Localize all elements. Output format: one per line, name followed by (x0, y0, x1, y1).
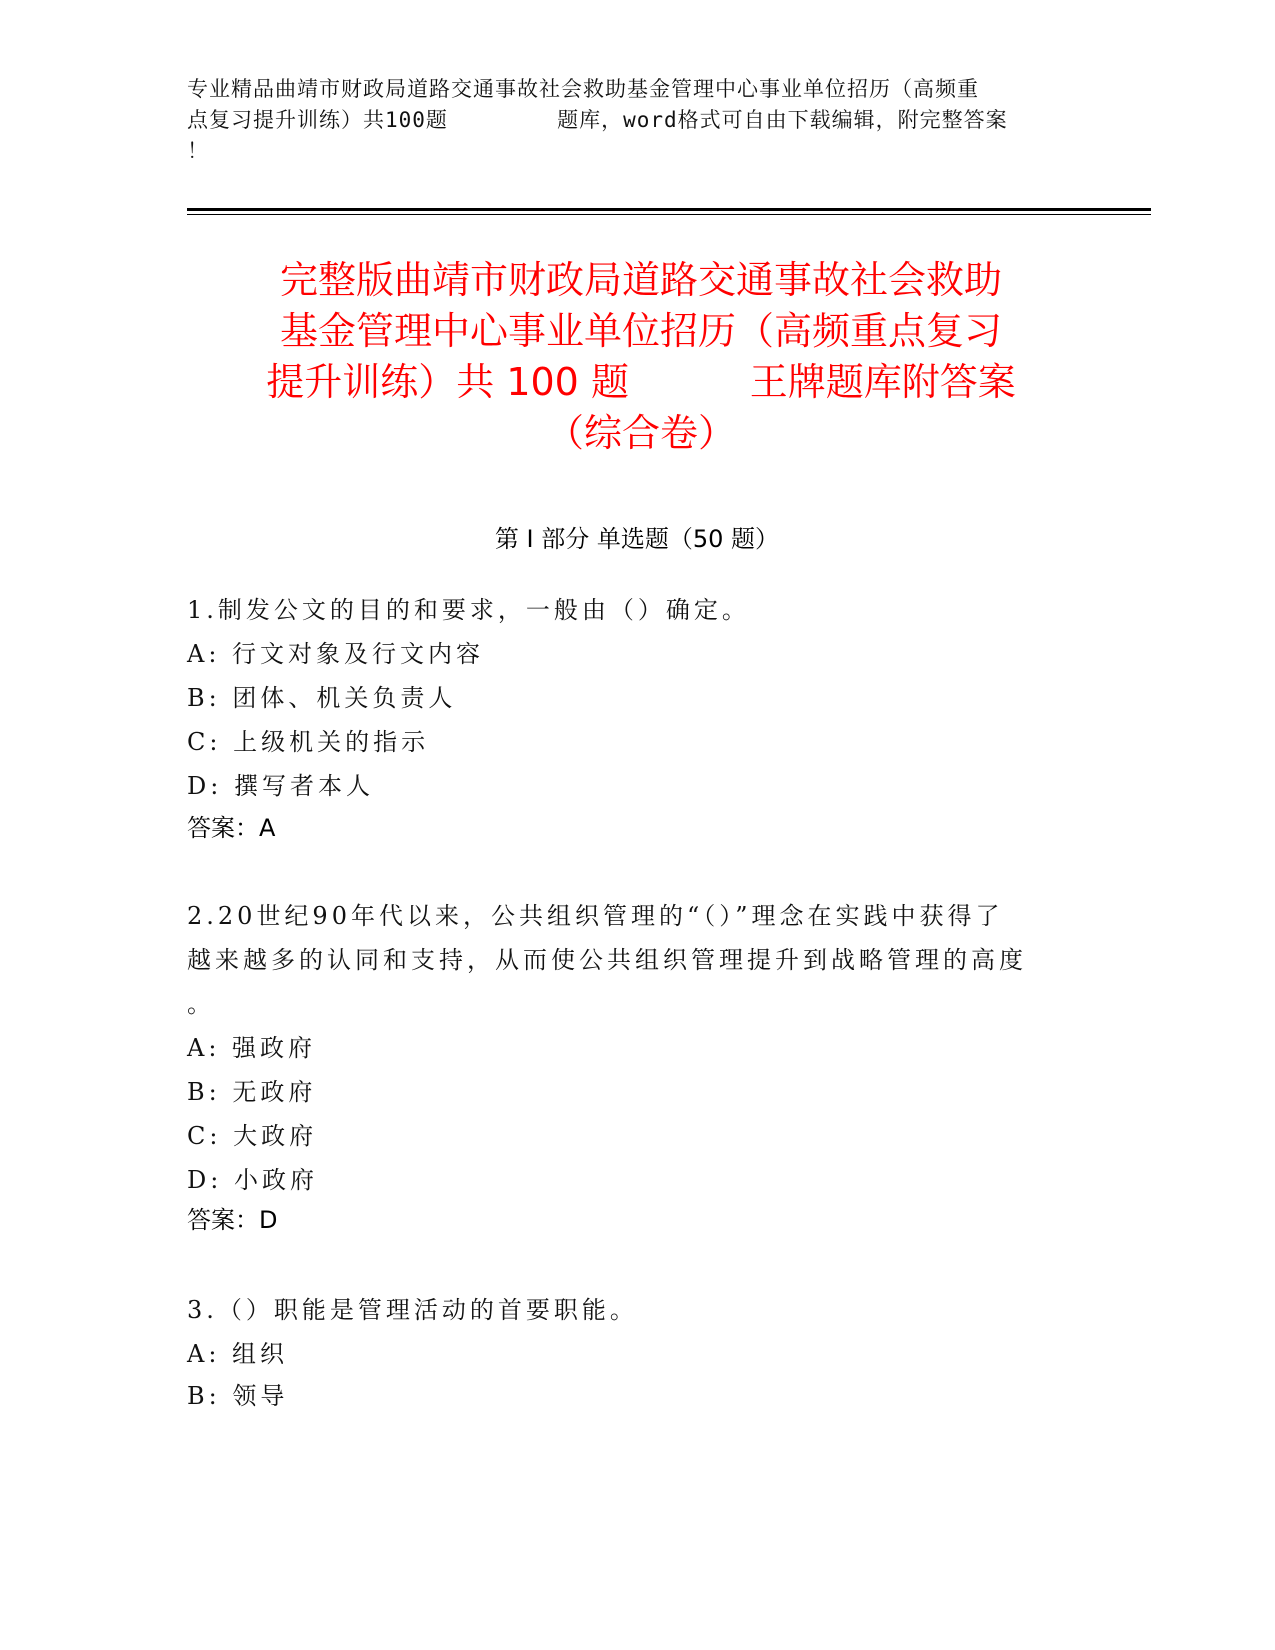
header-divider-thick (187, 208, 1151, 211)
header-note-line: 专业精品曲靖市财政局道路交通事故社会救助基金管理中心事业单位招历（高频重 (187, 77, 979, 101)
question-text: 。 (187, 990, 215, 1018)
option-c: C: 上级机关的指示 (187, 728, 430, 756)
option-b: B: 团体、机关负责人 (187, 684, 457, 712)
option-c: C: 大政府 (187, 1122, 318, 1150)
document-title (187, 255, 1095, 459)
option-d: D: 小政府 (187, 1166, 318, 1194)
header-note (187, 74, 1087, 167)
answer-label: 答案：A (187, 814, 276, 842)
question-text: 3.（）职能是管理活动的首要职能。 (187, 1296, 638, 1324)
header-note-line: 点复习提升训练）共100题 题库，word格式可自由下载编辑，附完整答案 (187, 108, 1008, 132)
option-a: A: 强政府 (187, 1034, 317, 1062)
header-divider-thin (187, 214, 1151, 215)
option-a: A: 组织 (187, 1340, 289, 1368)
option-b: B: 领导 (187, 1382, 289, 1410)
title-line: 提升训练）共 100 题 王牌题库附答案 (266, 360, 1016, 404)
title-line: （综合卷） (545, 411, 736, 455)
answer-label: 答案：D (187, 1206, 278, 1234)
question-text: 2.20世纪90年代以来，公共组织管理的“（）”理念在实践中获得了 (187, 902, 1004, 930)
header-note-line: ！ (187, 139, 209, 163)
title-line: 基金管理中心事业单位招历（高频重点复习 (279, 309, 1002, 353)
option-a: A: 行文对象及行文内容 (187, 640, 485, 668)
question-text: 越来越多的认同和支持，从而使公共组织管理提升到战略管理的高度 (187, 946, 1027, 974)
title-line: 完整版曲靖市财政局道路交通事故社会救助 (279, 258, 1002, 302)
option-d: D: 撰写者本人 (187, 772, 374, 800)
question-text: 1.制发公文的目的和要求，一般由（）确定。 (187, 596, 750, 624)
option-b: B: 无政府 (187, 1078, 317, 1106)
section-heading: 第 I 部分 单选题（50 题） (494, 525, 780, 553)
